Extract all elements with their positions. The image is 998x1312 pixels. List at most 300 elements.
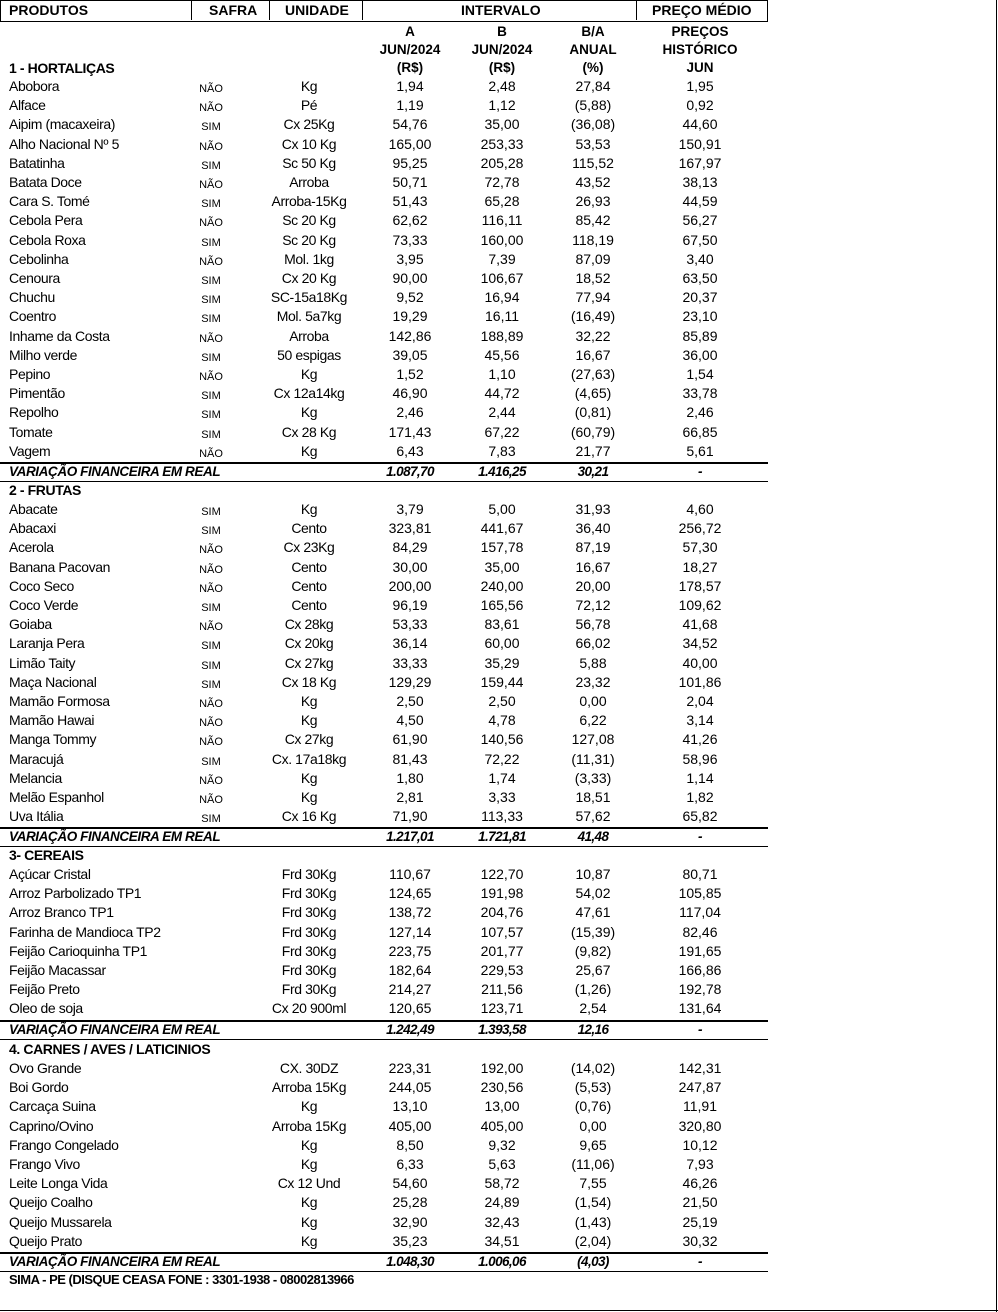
- price-b: 405,00: [480, 1117, 524, 1134]
- table-row: [0, 999, 768, 1018]
- price-b: 1,74: [488, 769, 516, 786]
- unidade: Kg: [300, 1194, 318, 1211]
- historic-price: 3,14: [686, 712, 714, 729]
- price-b: 211,56: [481, 981, 523, 998]
- unidade: Sc 50 Kg: [282, 154, 336, 171]
- price-a: 36,14: [392, 635, 428, 652]
- unidade: Cento: [291, 597, 327, 613]
- ba-percent: (2,04): [574, 1232, 612, 1249]
- safra: NÃO: [199, 582, 223, 595]
- ba-percent: 31,93: [575, 501, 611, 517]
- price-b: 58,72: [484, 1175, 520, 1192]
- table-row: [0, 423, 768, 442]
- price-a: 2,81: [396, 789, 424, 805]
- unidade: Kg: [300, 78, 318, 94]
- unidade: Cento: [291, 577, 327, 594]
- ba-percent: 9,65: [579, 1136, 607, 1153]
- unidade: Kg: [300, 693, 318, 709]
- price-a: 51,43: [392, 193, 428, 210]
- table-row: [0, 923, 768, 942]
- historic-price: 41,26: [682, 731, 718, 748]
- product-name: Pepino: [9, 366, 51, 382]
- price-b: 116,11: [481, 212, 523, 229]
- unidade: Cx 20kg: [284, 635, 334, 652]
- table-row: [0, 1097, 768, 1116]
- historic-price: 1,82: [686, 789, 714, 805]
- price-a: 200,00: [388, 577, 432, 594]
- unidade: Kg: [300, 769, 318, 786]
- subheader-a-line: JUN/2024: [379, 42, 441, 57]
- table-row: [0, 96, 768, 115]
- price-a: 30,00: [392, 558, 428, 575]
- ba-percent: 54,02: [575, 885, 611, 902]
- price-b: 32,43: [484, 1213, 520, 1230]
- table-row: [0, 211, 768, 230]
- historic-price: 11,91: [683, 1098, 717, 1115]
- product-name: Acerola: [9, 539, 54, 556]
- price-a: 214,27: [388, 981, 432, 998]
- unidade: Frd 30Kg: [281, 981, 337, 998]
- price-b: 191,98: [480, 885, 524, 902]
- ba-percent: (5,88): [574, 97, 612, 114]
- product-name: Uva Itália: [9, 808, 64, 825]
- price-b: 188,89: [480, 327, 524, 344]
- price-b: 160,00: [480, 231, 524, 248]
- total-hist: -: [698, 1021, 702, 1037]
- product-name: Leite Longa Vida: [9, 1175, 108, 1192]
- unidade: Cento: [291, 520, 327, 537]
- total-ba: 12,16: [577, 1021, 609, 1037]
- safra: NÃO: [199, 774, 223, 787]
- product-name: Cebola Roxa: [9, 231, 86, 248]
- safra: NÃO: [199, 717, 223, 730]
- historic-price: 2,04: [686, 693, 714, 709]
- product-name: Chuchu: [9, 289, 55, 306]
- section-title: [0, 846, 768, 865]
- subheader-ba-line: B/A: [581, 24, 605, 39]
- product-name: Aipim (macaxeira): [9, 116, 115, 133]
- unidade: Arroba 15Kg: [271, 1079, 347, 1096]
- historic-price: 117,04: [679, 904, 721, 921]
- product-name: Feijão Carioquinha TP1: [9, 942, 148, 959]
- table-row: [0, 442, 768, 461]
- product-name: Mamão Hawai: [9, 712, 95, 729]
- price-a: 54,76: [392, 116, 428, 133]
- price-a: 46,90: [392, 385, 428, 402]
- historic-price: 56,27: [682, 212, 718, 229]
- price-a: 96,19: [392, 597, 428, 613]
- price-b: 106,67: [480, 270, 524, 286]
- subheader-hist-line: PREÇOS: [671, 24, 729, 39]
- price-a: 3,79: [396, 501, 424, 517]
- unidade: Cx 12 Und: [277, 1175, 341, 1192]
- historic-price: 0,92: [686, 97, 714, 114]
- safra: SIM: [201, 390, 221, 403]
- subheader-b-line: (R$): [488, 60, 516, 75]
- table-row: [0, 519, 768, 538]
- ba-percent: 10,87: [575, 866, 611, 882]
- historic-price: 2,46: [686, 404, 714, 421]
- product-name: Coentro: [9, 308, 57, 325]
- price-b: 159,44: [480, 673, 524, 690]
- product-name: Caprino/Ovino: [9, 1117, 94, 1134]
- total-label: VARIAÇÃO FINANCEIRA EM REAL: [9, 829, 221, 845]
- total-label: VARIAÇÃO FINANCEIRA EM REAL: [9, 464, 221, 479]
- ba-percent: (1,26): [574, 981, 612, 998]
- table-row: [0, 307, 768, 326]
- ba-percent: (11,31): [571, 750, 615, 767]
- safra: SIM: [201, 813, 221, 826]
- subheader-b-line: B: [497, 24, 507, 39]
- historic-price: 166,86: [678, 962, 722, 978]
- unidade: Cx 12a14kg: [273, 385, 345, 402]
- safra: SIM: [201, 525, 221, 538]
- table-row: [0, 250, 768, 269]
- unidade: Cx 25Kg: [283, 116, 335, 133]
- price-a: 81,43: [392, 750, 428, 767]
- total-row: [0, 827, 768, 846]
- price-a: 95,25: [392, 154, 428, 171]
- historic-price: 67,50: [682, 231, 718, 248]
- safra: SIM: [201, 506, 221, 518]
- subheader-a-line: (R$): [396, 60, 424, 75]
- price-a: 25,28: [392, 1194, 428, 1211]
- table-row: [0, 577, 768, 596]
- ba-percent: 5,88: [579, 654, 607, 671]
- header-intervalo: INTERVALO: [461, 2, 541, 18]
- price-b: 72,78: [484, 174, 520, 190]
- ba-percent: 43,52: [575, 174, 611, 190]
- total-hist: -: [698, 829, 702, 845]
- price-b: 140,56: [480, 731, 524, 748]
- table-row: [0, 865, 768, 884]
- table-row: [0, 903, 768, 922]
- ba-percent: 0,00: [579, 693, 607, 709]
- unidade: Sc 20 Kg: [282, 212, 336, 229]
- product-name: Cara S. Tomé: [9, 193, 90, 210]
- table-row: [0, 1213, 768, 1232]
- subheader-ba-line: (%): [582, 60, 604, 75]
- table-row: [0, 538, 768, 557]
- price-b: 122,70: [480, 866, 524, 882]
- table-row: [0, 327, 768, 346]
- subheader-b-line: JUN/2024: [471, 42, 533, 57]
- total-row: [0, 1252, 768, 1271]
- unidade: Kg: [300, 404, 318, 421]
- price-a: 4,50: [396, 712, 424, 729]
- price-b: 65,28: [484, 193, 520, 210]
- unidade: Arroba: [289, 327, 329, 344]
- price-b: 4,78: [488, 712, 516, 729]
- unidade: Cx 18 Kg: [281, 673, 337, 690]
- price-b: 35,00: [484, 558, 520, 575]
- total-b: 1.006,06: [478, 1254, 526, 1269]
- table-row: [0, 730, 768, 749]
- safra: SIM: [201, 294, 221, 307]
- unidade: Cx 20 Kg: [281, 270, 337, 286]
- product-name: Cenoura: [9, 270, 60, 286]
- total-a: 1.217,01: [386, 829, 434, 845]
- table-row: [0, 135, 768, 154]
- historic-price: 44,59: [682, 193, 718, 210]
- safra: SIM: [201, 275, 221, 287]
- price-a: 90,00: [392, 270, 428, 286]
- ba-percent: (60,79): [570, 423, 616, 440]
- price-b: 192,00: [480, 1060, 524, 1076]
- price-b: 107,57: [480, 923, 524, 940]
- section-title-text: 1 - HORTALIÇAS: [9, 60, 115, 76]
- safra: NÃO: [199, 447, 223, 460]
- price-b: 157,78: [480, 539, 524, 556]
- price-a: 54,60: [392, 1175, 428, 1192]
- historic-price: 46,26: [682, 1175, 718, 1192]
- ba-percent: 16,67: [575, 346, 611, 363]
- ba-percent: 57,62: [575, 808, 611, 825]
- historic-price: 20,37: [682, 289, 718, 306]
- table-row: [0, 1193, 768, 1212]
- table-row: [0, 1078, 768, 1097]
- table-row: [0, 980, 768, 999]
- unidade: Arroba: [289, 174, 329, 190]
- price-b: 16,94: [484, 289, 520, 306]
- ba-percent: 2,54: [579, 1000, 607, 1017]
- product-name: Alho Nacional Nº 5: [9, 135, 119, 152]
- safra: NÃO: [199, 83, 223, 95]
- unidade: SC-15a18Kg: [270, 289, 348, 306]
- price-a: 61,90: [392, 731, 428, 748]
- price-a: 33,33: [392, 654, 428, 671]
- ba-percent: 18,51: [575, 789, 611, 805]
- product-name: Manga Tommy: [9, 731, 97, 748]
- safra: SIM: [201, 198, 221, 211]
- price-b: 113,33: [481, 808, 523, 825]
- ba-percent: (9,82): [574, 942, 612, 959]
- ba-percent: (5,53): [574, 1079, 612, 1096]
- total-b: 1.721,81: [478, 829, 526, 845]
- price-b: 7,39: [488, 250, 516, 267]
- unidade: Cx 16 Kg: [281, 808, 337, 825]
- ba-percent: 87,19: [575, 539, 611, 556]
- table-row: [0, 769, 768, 788]
- unidade: Cx. 17a18kg: [271, 750, 347, 767]
- unidade: Cx 20 900ml: [271, 1000, 347, 1017]
- product-name: Inhame da Costa: [9, 327, 110, 344]
- product-name: Goiaba: [9, 616, 52, 633]
- product-name: Coco Seco: [9, 577, 74, 594]
- price-a: 1,52: [396, 366, 424, 382]
- ba-percent: 20,00: [575, 577, 611, 594]
- ba-percent: 6,22: [579, 712, 607, 729]
- table-row: [0, 384, 768, 403]
- price-b: 44,72: [484, 385, 520, 402]
- safra: SIM: [201, 602, 221, 614]
- unidade: Kg: [300, 442, 318, 459]
- price-a: 129,29: [388, 673, 432, 690]
- unidade: Mol. 5a7kg: [276, 308, 342, 325]
- unidade: Cx 23Kg: [283, 539, 335, 556]
- product-name: Queijo Mussarela: [9, 1213, 112, 1230]
- unidade: Kg: [300, 501, 318, 517]
- price-a: 138,72: [388, 904, 432, 921]
- table-row: [0, 634, 768, 653]
- historic-price: 57,30: [682, 539, 718, 556]
- table-row: [0, 500, 768, 519]
- table-row: [0, 403, 768, 422]
- product-name: Abacaxi: [9, 520, 57, 537]
- ba-percent: 77,94: [575, 289, 611, 306]
- price-a: 19,29: [392, 308, 428, 325]
- product-name: Cebola Pera: [9, 212, 83, 229]
- ba-percent: 0,00: [579, 1117, 607, 1134]
- safra: SIM: [201, 678, 221, 691]
- subheader-hist-line: HISTÓRICO: [662, 42, 738, 57]
- table-row: [0, 173, 768, 192]
- unidade: Cx 28 Kg: [281, 423, 337, 440]
- product-name: Carcaça Suina: [9, 1098, 96, 1115]
- total-hist: -: [698, 464, 702, 479]
- table-row: [0, 115, 768, 134]
- unidade: Kg: [300, 712, 318, 729]
- ba-percent: 87,09: [575, 250, 611, 267]
- product-name: Frango Congelado: [9, 1136, 119, 1153]
- price-b: 204,76: [480, 904, 524, 921]
- price-b: 205,28: [480, 154, 524, 171]
- safra: SIM: [201, 236, 221, 249]
- ba-percent: (11,06): [571, 1156, 615, 1172]
- historic-price: 34,52: [682, 635, 718, 652]
- ba-percent: 26,93: [575, 193, 611, 210]
- ba-percent: (0,76): [574, 1098, 612, 1115]
- price-a: 53,33: [392, 616, 428, 633]
- total-hist: -: [698, 1254, 702, 1269]
- safra: SIM: [201, 640, 221, 653]
- historic-price: 58,96: [682, 750, 718, 767]
- ba-percent: 53,53: [575, 135, 611, 152]
- ba-percent: (15,39): [570, 923, 616, 940]
- price-b: 5,00: [488, 501, 516, 517]
- safra: SIM: [201, 313, 221, 326]
- unidade: Kg: [300, 1098, 318, 1115]
- price-a: 9,52: [396, 289, 424, 306]
- price-a: 39,05: [392, 346, 428, 363]
- safra: SIM: [201, 159, 221, 172]
- ba-percent: 115,52: [572, 154, 614, 171]
- historic-price: 41,68: [682, 616, 718, 633]
- table-row: [0, 711, 768, 730]
- unidade: Cx 27kg: [284, 731, 334, 748]
- price-b: 441,67: [480, 520, 524, 537]
- product-name: Mamão Formosa: [9, 693, 110, 709]
- product-name: Arroz Branco TP1: [9, 904, 114, 921]
- safra: NÃO: [199, 794, 223, 806]
- total-row: [0, 1020, 768, 1039]
- price-b: 229,53: [480, 962, 524, 978]
- product-name: Maça Nacional: [9, 673, 97, 690]
- historic-price: 4,60: [686, 501, 714, 517]
- unidade: Arroba-15Kg: [271, 193, 347, 210]
- ba-percent: 56,78: [575, 616, 611, 633]
- unidade: Pé: [300, 97, 318, 114]
- product-name: Vagem: [9, 442, 51, 459]
- price-a: 3,95: [396, 250, 424, 267]
- price-a: 120,65: [388, 1000, 432, 1017]
- price-a: 223,75: [388, 942, 432, 959]
- unidade: Frd 30Kg: [281, 866, 337, 882]
- unidade: Cx 28kg: [284, 616, 334, 633]
- unidade: Kg: [300, 1213, 318, 1230]
- price-a: 8,50: [396, 1136, 424, 1153]
- total-row: [0, 462, 768, 481]
- product-name: Feijão Macassar: [9, 962, 106, 978]
- price-b: 253,33: [480, 135, 524, 152]
- price-b: 34,51: [484, 1232, 520, 1249]
- ba-percent: 21,77: [575, 442, 611, 459]
- price-b: 7,83: [488, 442, 516, 459]
- total-label: VARIAÇÃO FINANCEIRA EM REAL: [9, 1021, 221, 1037]
- historic-price: 3,40: [686, 250, 714, 267]
- page-border-right: [996, 0, 997, 1312]
- header-unidade: UNIDADE: [285, 2, 349, 18]
- safra: SIM: [201, 121, 221, 134]
- unidade: Kg: [300, 1136, 318, 1153]
- historic-price: 150,91: [678, 135, 722, 152]
- price-b: 83,61: [484, 616, 520, 633]
- table-row: [0, 750, 768, 769]
- unidade: Frd 30Kg: [281, 904, 337, 921]
- safra: NÃO: [199, 179, 223, 191]
- safra: NÃO: [199, 332, 223, 345]
- product-name: Tomate: [9, 423, 53, 440]
- historic-price: 5,61: [686, 442, 714, 459]
- safra: NÃO: [199, 621, 223, 634]
- historic-price: 105,85: [678, 885, 722, 902]
- table-row: [0, 1059, 768, 1078]
- historic-price: 85,89: [682, 327, 718, 344]
- price-a: 127,14: [388, 923, 432, 940]
- table-row: [0, 1232, 768, 1251]
- header-preco-medio: PREÇO MÉDIO: [652, 2, 752, 18]
- section-title: [0, 1040, 768, 1059]
- price-b: 24,89: [484, 1194, 520, 1211]
- ba-percent: 25,67: [575, 962, 611, 978]
- table-row: [0, 231, 768, 250]
- ba-percent: 23,32: [575, 673, 611, 690]
- safra: NÃO: [199, 102, 223, 115]
- historic-price: 66,85: [682, 423, 718, 440]
- price-a: 1,94: [396, 78, 424, 94]
- price-a: 2,50: [396, 693, 424, 709]
- unidade: Kg: [300, 1156, 318, 1172]
- price-a: 84,29: [392, 539, 428, 556]
- unidade: Cx 10 Kg: [281, 135, 337, 152]
- table-row: [0, 346, 768, 365]
- price-b: 165,56: [480, 597, 524, 613]
- price-b: 45,56: [484, 346, 520, 363]
- historic-price: 18,27: [682, 558, 718, 575]
- unidade: Frd 30Kg: [281, 942, 337, 959]
- safra: SIM: [201, 659, 221, 672]
- price-a: 142,86: [388, 327, 432, 344]
- price-b: 35,29: [484, 654, 520, 671]
- historic-price: 131,64: [678, 1000, 722, 1017]
- unidade: Kg: [300, 789, 318, 805]
- price-a: 1,19: [396, 97, 424, 114]
- price-a: 71,90: [392, 808, 428, 825]
- safra: SIM: [201, 351, 221, 364]
- product-name: Melão Espanhol: [9, 789, 104, 805]
- ba-percent: 16,67: [575, 558, 611, 575]
- table-row: [0, 154, 768, 173]
